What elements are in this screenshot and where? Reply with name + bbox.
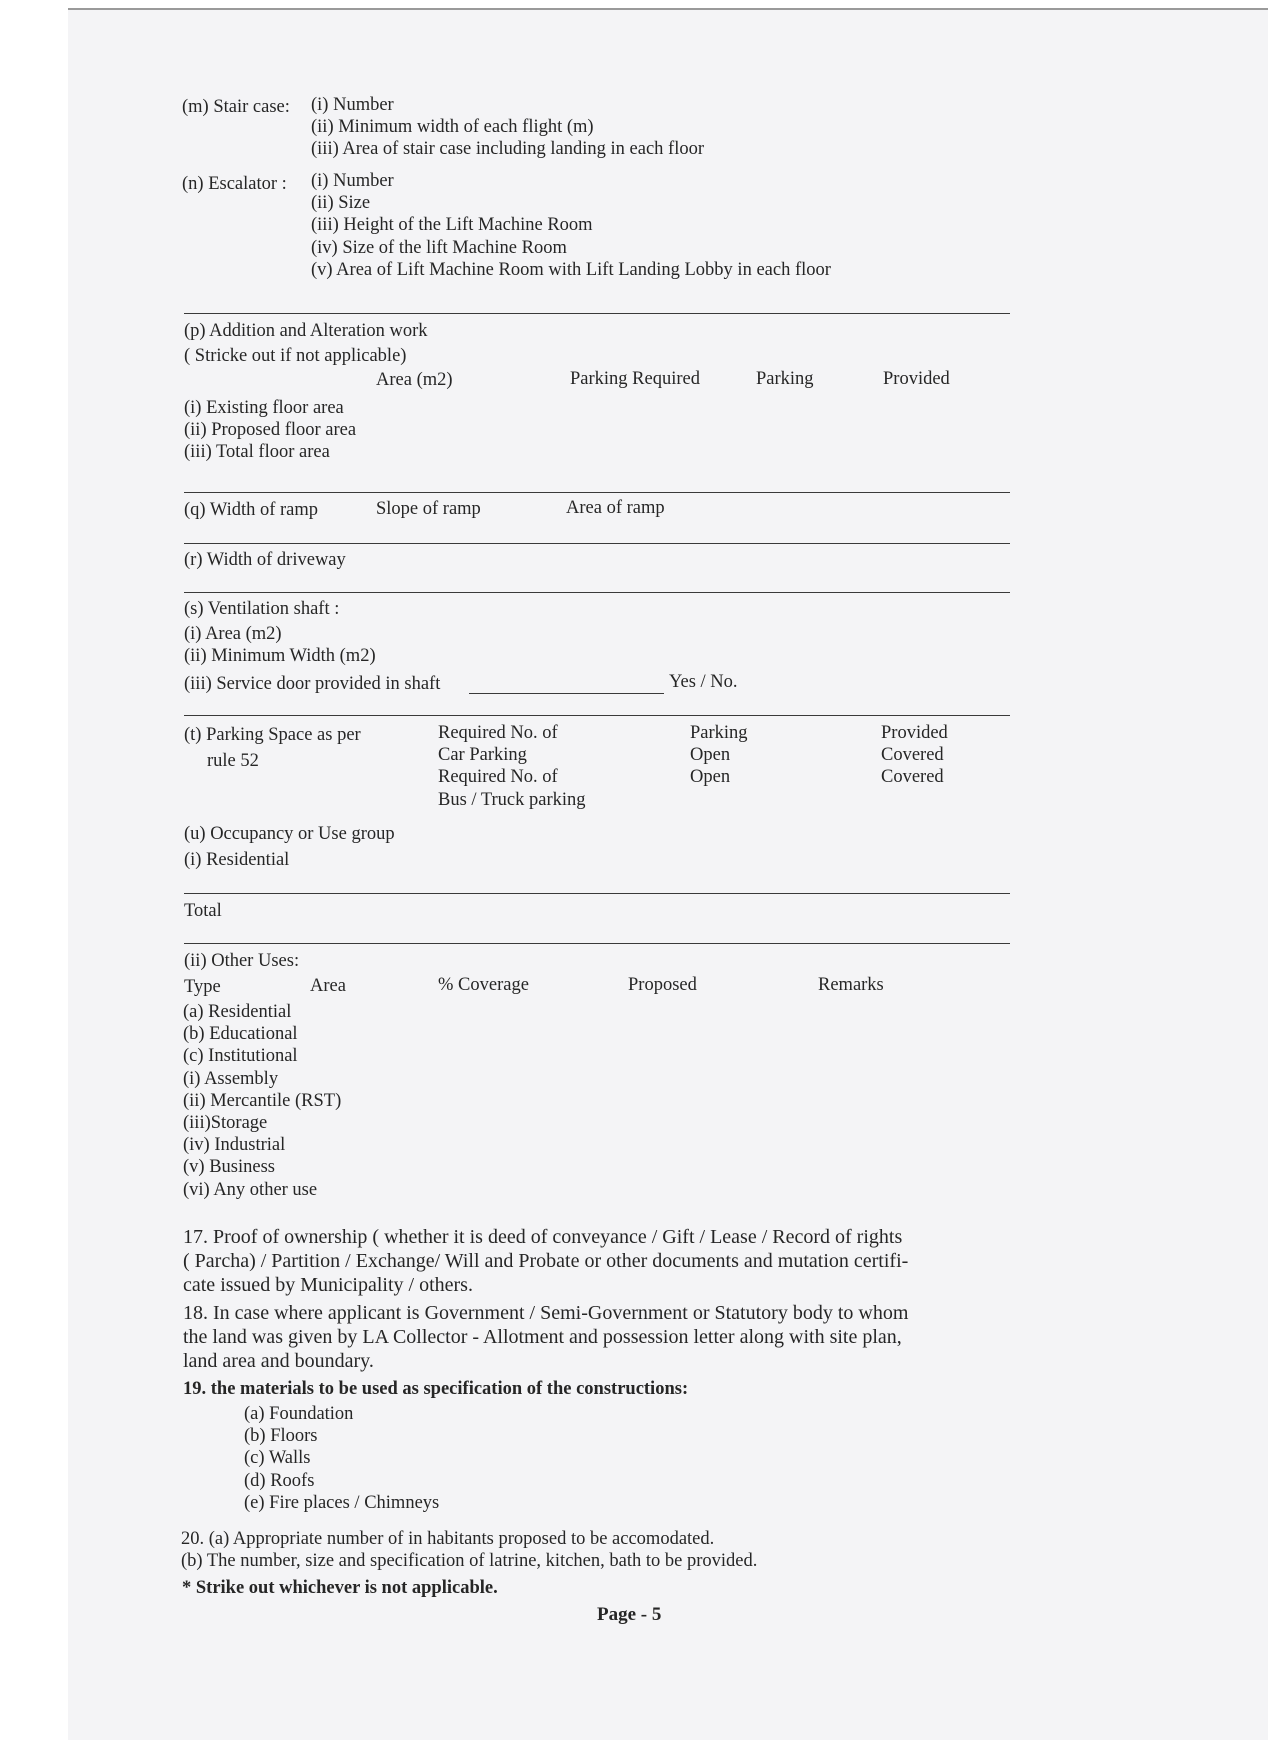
parking-cell: Open <box>690 745 731 766</box>
divider <box>184 893 1010 894</box>
divider <box>184 592 1010 593</box>
item-17-line: cate issued by Municipality / others. <box>183 1274 473 1296</box>
divider <box>184 715 1010 716</box>
addition-header-parking: Parking <box>756 369 814 389</box>
other-uses-header-coverage: % Coverage <box>438 975 529 995</box>
other-use-item: (iii)Storage <box>183 1112 268 1133</box>
parking-col-required <box>438 722 586 811</box>
material-item: (e) Fire places / Chimneys <box>244 1492 440 1513</box>
addition-header-area: Area (m2) <box>376 370 453 390</box>
escalator-label: (n) Escalator : <box>182 174 287 194</box>
item-19-materials <box>244 1403 439 1514</box>
item-18-line: the land was given by LA Collector - Allotment and possession letter along with site plan, <box>183 1326 902 1348</box>
item-17-ownership <box>183 1225 908 1297</box>
ramp-slope-label: Slope of ramp <box>376 499 481 519</box>
ventilation-item: (ii) Minimum Width (m2) <box>184 646 376 667</box>
service-door-value: Yes / No. <box>669 672 738 692</box>
item-20-line: 20. (a) Appropriate number of in habitants proposed to be accomodated. <box>181 1529 715 1549</box>
divider <box>184 543 1010 544</box>
escalator-item: (iii) Height of the Lift Machine Room <box>311 215 593 236</box>
item-18-line: land area and boundary. <box>183 1350 374 1372</box>
parking-cell: Bus / Truck parking <box>438 789 586 810</box>
other-uses-header-proposed: Proposed <box>628 975 697 995</box>
stair-case-item: (iii) Area of stair case including landing in each floor <box>311 139 704 160</box>
ventilation-title: (s) Ventilation shaft : <box>184 599 340 619</box>
ventilation-item: (i) Area (m2) <box>184 624 282 644</box>
parking-label: (t) Parking Space as per <box>184 725 361 745</box>
item-20-line: (b) The number, size and specification of latrine, kitchen, bath to be provided. <box>181 1551 758 1572</box>
parking-col-parking <box>690 722 748 789</box>
material-item: (a) Foundation <box>244 1404 354 1424</box>
material-item: (d) Roofs <box>244 1470 315 1491</box>
other-use-item: (i) Assembly <box>183 1068 279 1089</box>
divider <box>184 313 1010 314</box>
item-18-government <box>183 1301 908 1373</box>
escalator-item: (i) Number <box>311 171 394 191</box>
parking-cell: Required No. of <box>438 723 558 743</box>
escalator-items <box>311 170 831 281</box>
escalator-item: (v) Area of Lift Machine Room with Lift Landing Lobby in each floor <box>311 259 831 280</box>
addition-note: ( Stricke out if not applicable) <box>184 346 407 366</box>
addition-header-provided: Provided <box>883 369 950 389</box>
divider <box>184 943 1010 944</box>
other-uses-list <box>183 1001 341 1201</box>
other-uses-header-remarks: Remarks <box>818 975 884 995</box>
item-18-line: 18. In case where applicant is Government / Semi-Government or Statutory body to whom <box>183 1302 909 1324</box>
item-20-inhabitants <box>181 1528 757 1572</box>
occupancy-total: Total <box>184 901 222 921</box>
addition-row: (ii) Proposed floor area <box>184 420 357 441</box>
other-uses-title: (ii) Other Uses: <box>184 951 300 971</box>
service-door-blank <box>469 693 664 694</box>
ventilation-items <box>184 623 376 667</box>
addition-title: (p) Addition and Alteration work <box>184 321 428 341</box>
divider <box>184 492 1010 493</box>
material-item: (c) Walls <box>244 1448 311 1469</box>
escalator-item: (iv) Size of the lift Machine Room <box>311 237 567 258</box>
page-number: Page - 5 <box>597 1604 662 1625</box>
parking-col-provided <box>881 722 948 789</box>
material-item: (b) Floors <box>244 1426 318 1447</box>
other-use-item: (iv) Industrial <box>183 1135 286 1156</box>
other-use-item: (vi) Any other use <box>183 1179 318 1200</box>
parking-cell: Provided <box>881 723 948 743</box>
stair-case-item: (ii) Minimum width of each flight (m) <box>311 117 594 138</box>
ramp-area-label: Area of ramp <box>566 498 665 518</box>
parking-cell: Covered <box>881 767 944 788</box>
driveway-label: (r) Width of driveway <box>184 550 346 570</box>
stair-case-items <box>311 94 704 161</box>
item-17-line: ( Parcha) / Partition / Exchange/ Will and Probate or other documents and mutation certifi- <box>183 1250 909 1272</box>
parking-cell: Open <box>690 767 731 788</box>
parking-label-rule: rule 52 <box>207 751 259 771</box>
parking-cell: Parking <box>690 723 748 743</box>
addition-row: (i) Existing floor area <box>184 398 344 418</box>
other-uses-header-area: Area <box>310 976 346 996</box>
other-uses-header-type: Type <box>184 977 221 997</box>
occupancy-title: (u) Occupancy or Use group <box>184 824 395 844</box>
item-19-title: 19. the materials to be used as specification of the constructions: <box>183 1379 689 1399</box>
other-use-item: (c) Institutional <box>183 1046 298 1067</box>
addition-row: (iii) Total floor area <box>184 442 330 463</box>
footnote: * Strike out whichever is not applicable. <box>182 1578 498 1598</box>
addition-rows <box>184 397 356 464</box>
service-door-label: (iii) Service door provided in shaft <box>184 674 441 694</box>
escalator-item: (ii) Size <box>311 193 371 214</box>
stair-case-label: (m) Stair case: <box>182 97 290 117</box>
occupancy-residential: (i) Residential <box>184 850 290 870</box>
parking-cell: Required No. of <box>438 767 558 788</box>
stair-case-item: (i) Number <box>311 95 394 115</box>
other-use-item: (a) Residential <box>183 1002 292 1022</box>
item-17-line: 17. Proof of ownership ( whether it is deed of conveyance / Gift / Lease / Record of rights <box>183 1226 903 1248</box>
other-use-item: (b) Educational <box>183 1024 298 1045</box>
ramp-width-label: (q) Width of ramp <box>184 500 319 520</box>
other-use-item: (v) Business <box>183 1157 275 1178</box>
parking-cell: Car Parking <box>438 745 527 766</box>
other-use-item: (ii) Mercantile (RST) <box>183 1090 342 1111</box>
addition-header-parking-required: Parking Required <box>570 369 700 389</box>
parking-cell: Covered <box>881 745 944 766</box>
